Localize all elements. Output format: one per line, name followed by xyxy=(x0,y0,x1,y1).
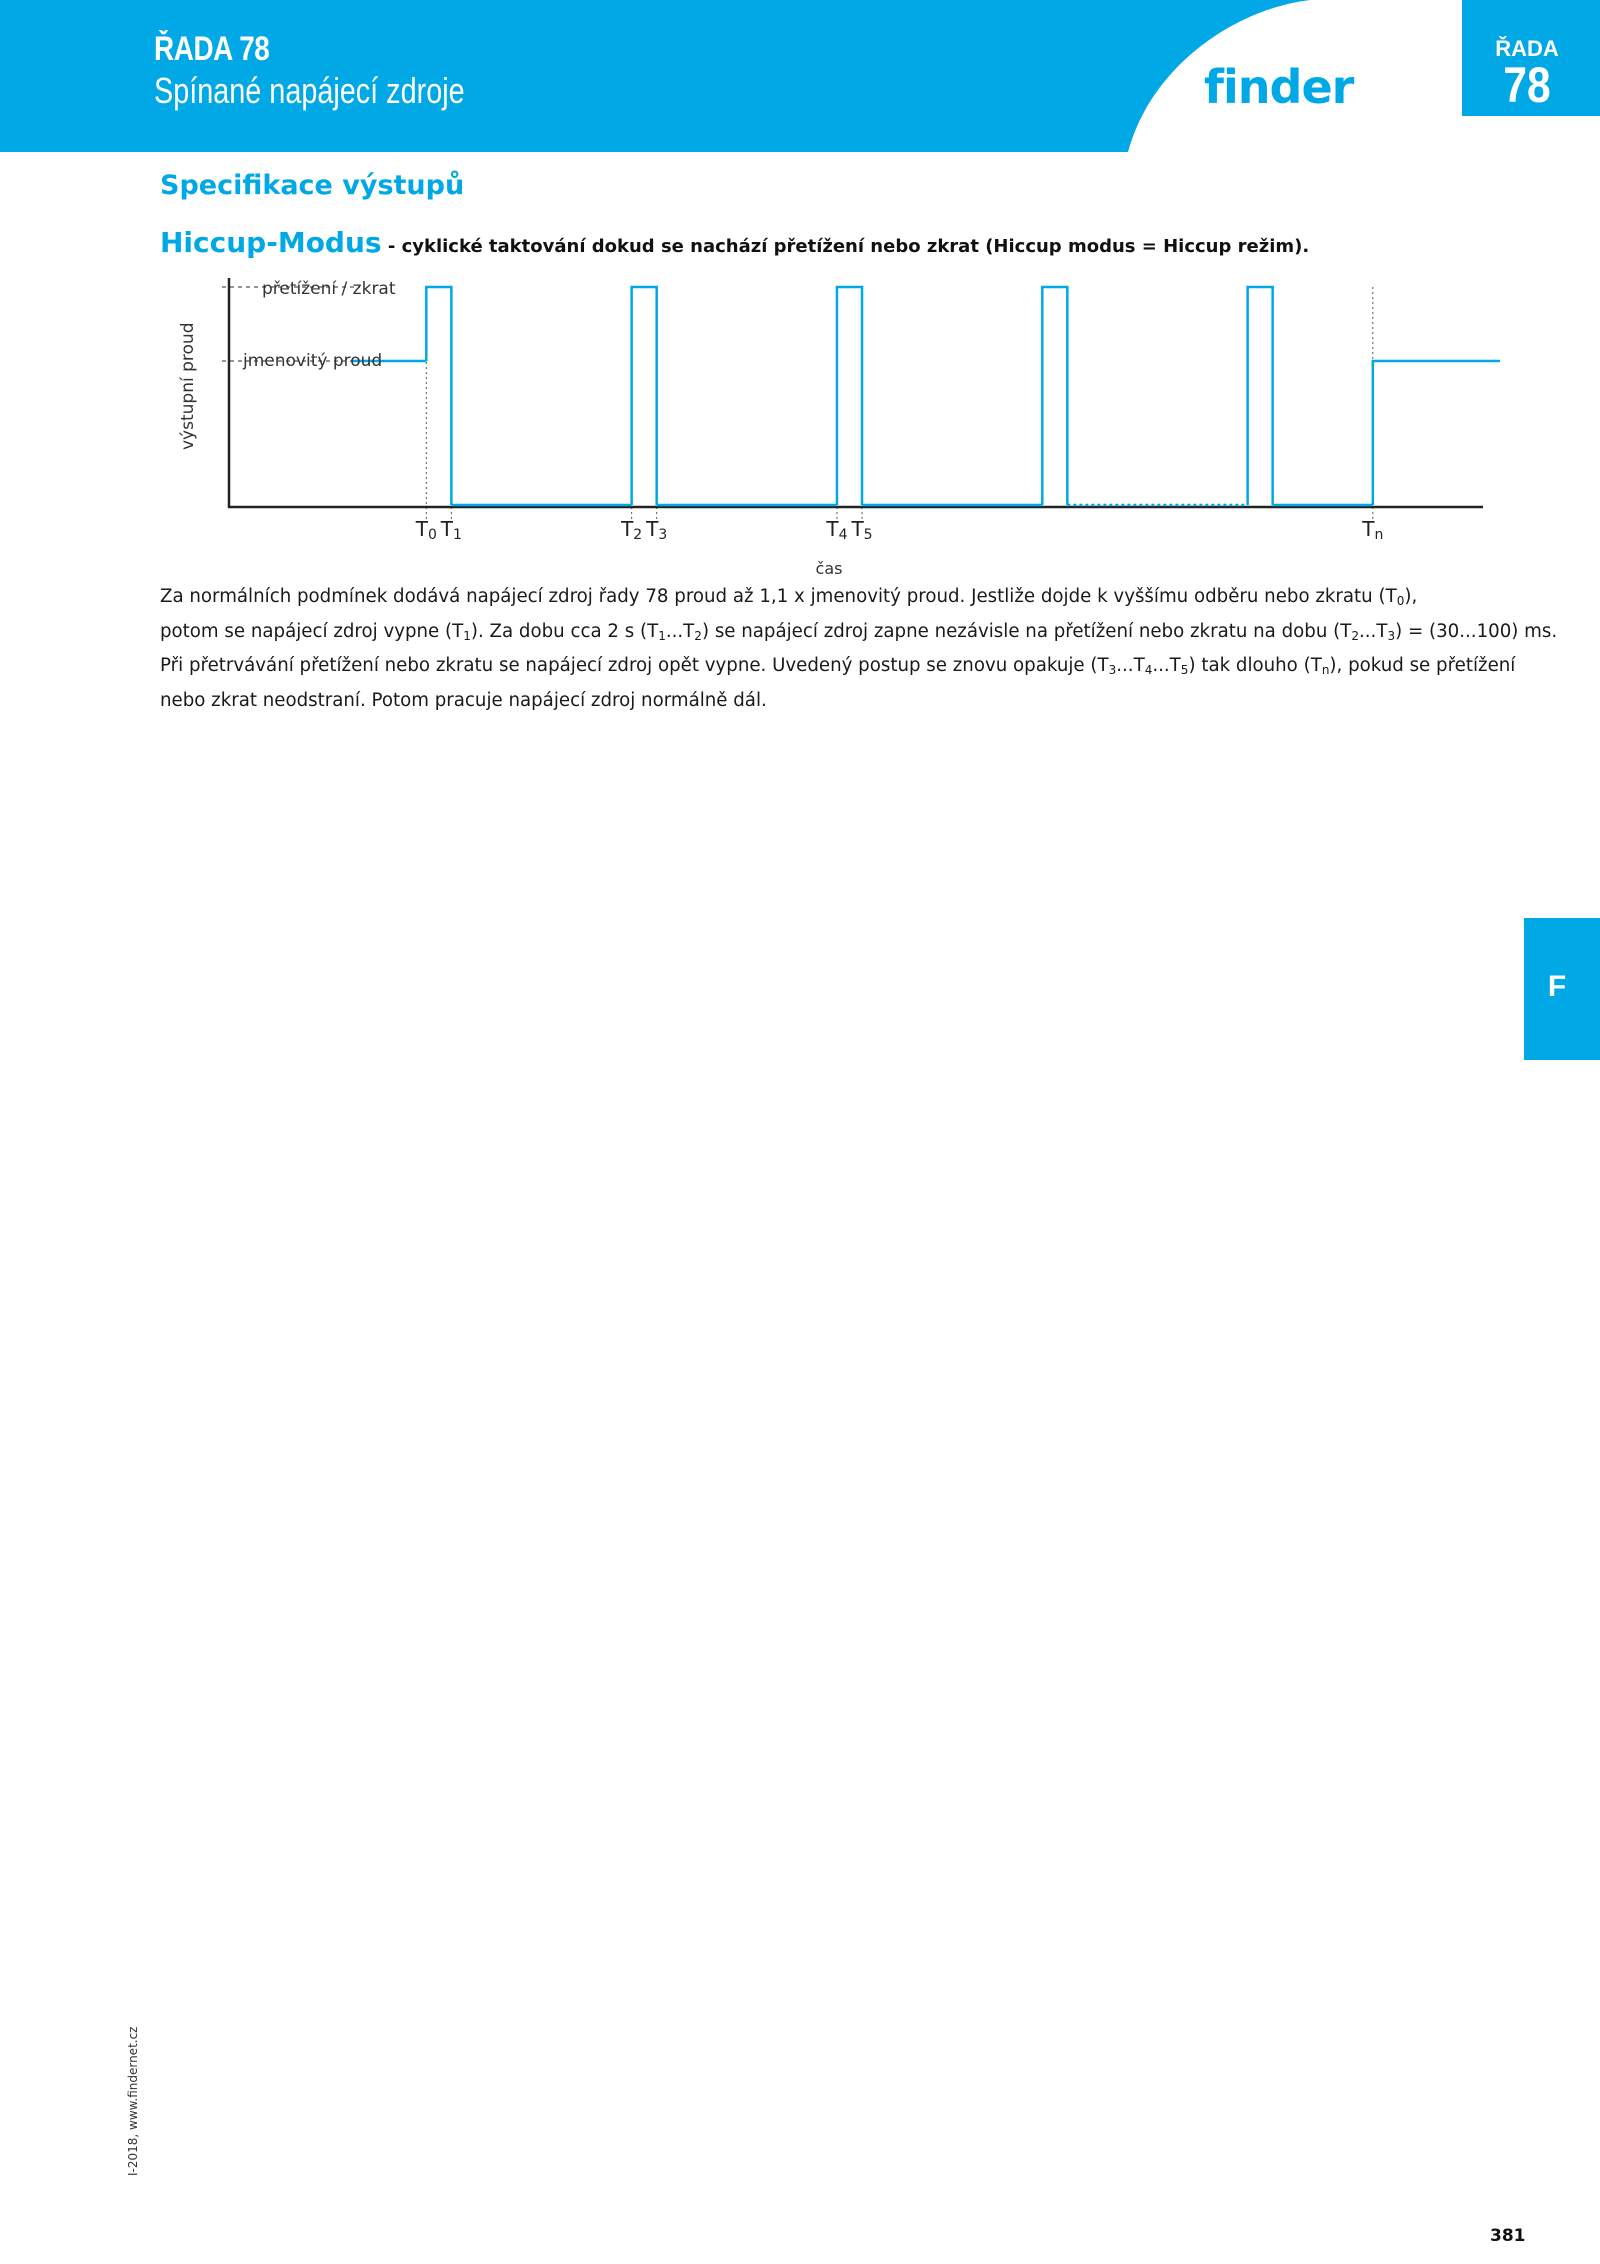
text-run: ...T xyxy=(1152,655,1181,676)
series-badge-label: ŘADA xyxy=(1495,36,1559,61)
text-run: ) se napájecí zdroj zapne nezávisle na přetížení nebo zkratu na dobu (T xyxy=(701,620,1352,642)
nominal-level-label: jmenovitý proud xyxy=(243,351,383,371)
subscript: 2 xyxy=(1351,628,1359,643)
series-title: ŘADA 78 xyxy=(154,30,270,68)
overload-level-label: přetížení / zkrat xyxy=(262,279,396,299)
subscript: 3 xyxy=(1387,628,1396,643)
series-subtitle: Spínané napájecí zdroje xyxy=(154,70,465,111)
side-tab-letter: F xyxy=(1547,970,1567,1003)
tick-label-T1: T1 xyxy=(440,517,462,543)
hiccup-chart xyxy=(150,270,1500,580)
signal-pulse-5 xyxy=(1248,287,1273,505)
text-run: ), xyxy=(1404,586,1418,607)
subscript: 3 xyxy=(1108,663,1117,677)
page-header xyxy=(0,0,1600,152)
tick-label-T5: T5 xyxy=(851,517,873,543)
tick-label-Tn: Tn xyxy=(1362,517,1384,543)
text-run: ). Za dobu cca 2 s (T xyxy=(470,620,659,642)
text-run: Při přetrvávání přetížení nebo zkratu se napájecí zdroj opět vypne. Uvedený postup se znovu opakuje (T xyxy=(160,655,1109,676)
page-number: 381 xyxy=(1490,2226,1526,2246)
description-paragraph xyxy=(160,582,1558,715)
text-run: nebo zkrat neodstraní. Potom pracuje napájecí zdroj normálně dál. xyxy=(160,689,767,711)
subscript: 1 xyxy=(658,628,666,643)
subscript: 0 xyxy=(1396,594,1405,608)
mode-description: - cyklické taktování dokud se nachází přetížení nebo zkrat (Hiccup modus = Hiccup režim). xyxy=(381,236,1310,257)
signal-pulse-3 xyxy=(837,287,862,505)
subscript: 1 xyxy=(463,628,471,643)
text-run: ...T xyxy=(1358,620,1388,642)
tick-label-T4: T4 xyxy=(826,517,848,543)
tick-label-T2: T2 xyxy=(621,517,643,543)
footer-note: I-2018, www.findernet.cz xyxy=(126,2026,140,2176)
series-badge-number: 78 xyxy=(1503,57,1551,113)
text-run: ) = (30...100) ms. xyxy=(1395,620,1558,642)
signal-recovery xyxy=(1373,361,1500,505)
subscript: 5 xyxy=(1180,663,1189,677)
text-run: ) tak dlouho (T xyxy=(1188,655,1322,676)
paragraph-line-3 xyxy=(160,651,1516,686)
signal-pulse-2 xyxy=(632,287,657,505)
finder-logo-icon xyxy=(0,0,240,66)
text-run: potom se napájecí zdroj vypne (T xyxy=(160,620,464,642)
logo-text: finder xyxy=(1204,60,1354,114)
subscript: n xyxy=(1321,663,1330,677)
text-run: ...T xyxy=(665,620,695,642)
text-run: Za normálních podmínek dodává napájecí zdroj řady 78 proud až 1,1 x jmenovitý proud. Jestliže dojde k vyššímu odběru nebo zkratu (T xyxy=(160,586,1397,607)
section-title: Specifikace výstupů xyxy=(160,170,465,201)
y-axis-label: výstupní proud xyxy=(178,322,198,450)
subscript: 4 xyxy=(1144,663,1153,677)
mode-name: Hiccup-Modus xyxy=(160,226,382,259)
subscript: 2 xyxy=(694,628,702,643)
text-run: ...T xyxy=(1116,655,1145,676)
section-side-tab xyxy=(1524,918,1600,1060)
text-run: ), pokud se přetížení xyxy=(1329,655,1516,676)
signal-pulse-4 xyxy=(1042,287,1067,505)
tick-label-T3: T3 xyxy=(646,517,668,543)
mode-heading xyxy=(160,226,1309,259)
tick-label-T0: T0 xyxy=(415,517,437,543)
paragraph-line-2 xyxy=(160,617,1558,652)
paragraph-line-4 xyxy=(160,686,1500,716)
signal-pulse-1 xyxy=(426,287,451,505)
x-axis-label: čas xyxy=(815,559,843,578)
paragraph-line-1 xyxy=(160,582,1500,617)
